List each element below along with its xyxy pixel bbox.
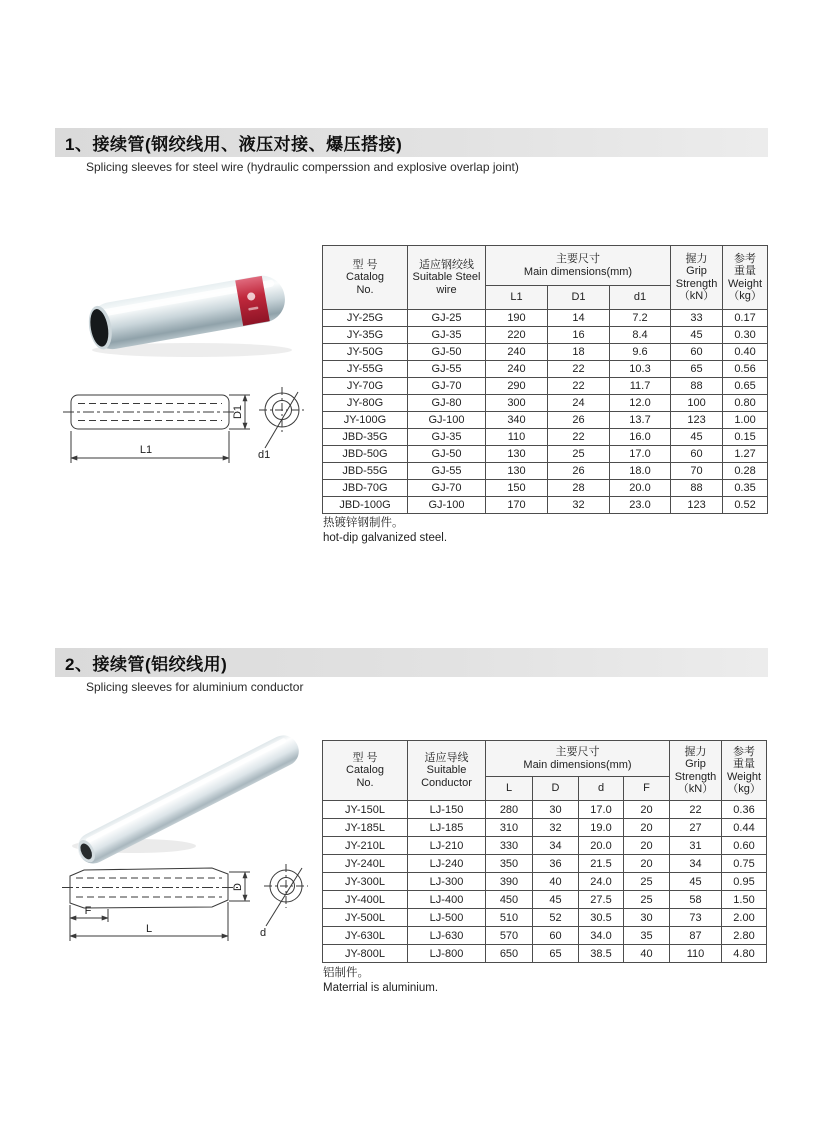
table-row — [323, 446, 768, 463]
section2-title: 2、接续管(铝绞线用) — [65, 655, 228, 674]
table-cell: 0.80 — [723, 395, 768, 412]
dimension-diagram-aluminium — [60, 856, 322, 952]
section1-title: 1、接续管(钢绞线用、液压对接、爆压搭接) — [65, 135, 403, 154]
section1-subtitle: Splicing sleeves for steel wire (hydraulic comperssion and explosive overlap joint) — [86, 160, 519, 174]
table-cell: GJ-80 — [408, 395, 486, 412]
table-cell: JY-35G — [323, 327, 408, 344]
table-row — [323, 463, 768, 480]
table-row — [323, 429, 768, 446]
table-cell: 24.0 — [579, 873, 624, 891]
table-cell: 570 — [486, 927, 533, 945]
table-cell: LJ-400 — [408, 891, 486, 909]
table-cell: 0.60 — [722, 837, 767, 855]
table-cell: 26 — [548, 463, 610, 480]
table-row — [323, 873, 767, 891]
table-cell: 170 — [486, 497, 548, 514]
table-row — [323, 801, 767, 819]
table-cell: 36 — [533, 855, 579, 873]
table-cell: 25 — [624, 873, 670, 891]
table-row — [323, 412, 768, 429]
table-cell: 32 — [548, 497, 610, 514]
table-cell: 0.65 — [723, 378, 768, 395]
table-cell: 88 — [671, 480, 723, 497]
table-cell: JY-150L — [323, 801, 408, 819]
table-cell: 390 — [486, 873, 533, 891]
table-cell: 0.56 — [723, 361, 768, 378]
table-cell: 87 — [670, 927, 722, 945]
table-cell: 88 — [671, 378, 723, 395]
tube-highlight — [85, 737, 287, 843]
table-cell: 0.28 — [723, 463, 768, 480]
table-cell: 45 — [670, 873, 722, 891]
table-cell: 0.35 — [723, 480, 768, 497]
col-header-d: d — [579, 777, 624, 801]
table-cell: 28 — [548, 480, 610, 497]
col-header-catalog: 型 号 Catalog No. — [323, 246, 408, 310]
table-cell: 0.30 — [723, 327, 768, 344]
table-cell: 11.7 — [610, 378, 671, 395]
product-photo-aluminium-sleeve — [62, 738, 314, 860]
table-cell: JBD-55G — [323, 463, 408, 480]
table-cell: 45 — [671, 429, 723, 446]
table-cell: 300 — [486, 395, 548, 412]
table-row — [323, 837, 767, 855]
table-cell: GJ-100 — [408, 412, 486, 429]
table-cell: 20 — [624, 819, 670, 837]
table-cell: LJ-630 — [408, 927, 486, 945]
table-cell: JBD-50G — [323, 446, 408, 463]
col-header-L: L — [486, 777, 533, 801]
table-cell: 100 — [671, 395, 723, 412]
table-cell: 20.0 — [579, 837, 624, 855]
table-cell: GJ-25 — [408, 310, 486, 327]
table-cell: 35 — [624, 927, 670, 945]
dim-label-F: F — [84, 905, 92, 917]
table-cell: GJ-70 — [408, 480, 486, 497]
col-header-grip: 握力 Grip Strength （kN） — [671, 246, 723, 310]
section2-subtitle: Splicing sleeves for aluminium conductor — [86, 680, 304, 694]
col-header-D: D — [533, 777, 579, 801]
table-cell: 10.3 — [610, 361, 671, 378]
table-cell: 70 — [671, 463, 723, 480]
steel-sleeve-table — [322, 245, 768, 514]
note-en: hot-dip galvanized steel. — [323, 532, 448, 544]
table-cell: JY-55G — [323, 361, 408, 378]
table-cell: GJ-55 — [408, 463, 486, 480]
dim-label-L: L — [145, 923, 153, 935]
table-cell: 12.0 — [610, 395, 671, 412]
table-cell: 32 — [533, 819, 579, 837]
table-row — [323, 361, 768, 378]
col-header-dimensions: 主要尺寸 Main dimensions(mm) — [486, 741, 670, 777]
table-cell: 350 — [486, 855, 533, 873]
table-cell: 58 — [670, 891, 722, 909]
section1-note — [323, 516, 447, 546]
table-cell: 190 — [486, 310, 548, 327]
dimension-diagram-steel — [62, 382, 318, 474]
section1-title-bar — [55, 128, 768, 157]
table-cell: 33 — [671, 310, 723, 327]
table-cell: JY-300L — [323, 873, 408, 891]
table-cell: GJ-70 — [408, 378, 486, 395]
table-cell: 0.17 — [723, 310, 768, 327]
table-cell: LJ-500 — [408, 909, 486, 927]
table-cell: 27 — [670, 819, 722, 837]
dim-label-d: d — [260, 927, 267, 939]
table-cell: 18 — [548, 344, 610, 361]
table-cell: 650 — [486, 945, 533, 963]
table-cell: JY-400L — [323, 891, 408, 909]
col-header-d1: d1 — [610, 286, 671, 310]
table-cell: 110 — [486, 429, 548, 446]
table-cell: 2.80 — [722, 927, 767, 945]
table-cell: 450 — [486, 891, 533, 909]
table-cell: 123 — [671, 412, 723, 429]
dim-label-D: D — [232, 883, 244, 891]
table-cell: 17.0 — [610, 446, 671, 463]
table-cell: 18.0 — [610, 463, 671, 480]
table-cell: 45 — [671, 327, 723, 344]
table-cell: 0.95 — [722, 873, 767, 891]
table-cell: JY-630L — [323, 927, 408, 945]
table-cell: 73 — [670, 909, 722, 927]
table-cell: 130 — [486, 446, 548, 463]
table-cell: 310 — [486, 819, 533, 837]
table-cell: 26 — [548, 412, 610, 429]
table-cell: 27.5 — [579, 891, 624, 909]
table-cell: 2.00 — [722, 909, 767, 927]
table-cell: JY-80G — [323, 395, 408, 412]
table-cell: LJ-240 — [408, 855, 486, 873]
table-cell: 14 — [548, 310, 610, 327]
table-cell: LJ-210 — [408, 837, 486, 855]
table-cell: 150 — [486, 480, 548, 497]
table-cell: 110 — [670, 945, 722, 963]
table-cell: GJ-100 — [408, 497, 486, 514]
table-cell: 510 — [486, 909, 533, 927]
table-cell: 0.36 — [722, 801, 767, 819]
table-cell: 20 — [624, 855, 670, 873]
table-cell: 1.27 — [723, 446, 768, 463]
dim-label-L1: L1 — [139, 444, 153, 456]
table-cell: 0.44 — [722, 819, 767, 837]
table-cell: 30 — [624, 909, 670, 927]
table-cell: JY-70G — [323, 378, 408, 395]
table-cell: JY-210L — [323, 837, 408, 855]
table-cell: 22 — [548, 378, 610, 395]
col-header-weight: 参考 重量 Weight （kg） — [723, 246, 768, 310]
table-cell: 52 — [533, 909, 579, 927]
table-cell: 130 — [486, 463, 548, 480]
table-cell: 25 — [624, 891, 670, 909]
table-row — [323, 310, 768, 327]
table-row — [323, 480, 768, 497]
table-row — [323, 909, 767, 927]
table-cell: 22 — [548, 429, 610, 446]
table-cell: JY-25G — [323, 310, 408, 327]
table-cell: 220 — [486, 327, 548, 344]
table-cell: 0.75 — [722, 855, 767, 873]
col-header-F: F — [624, 777, 670, 801]
table-cell: 240 — [486, 361, 548, 378]
section2-note — [323, 966, 438, 996]
table-cell: 8.4 — [610, 327, 671, 344]
table-cell: LJ-185 — [408, 819, 486, 837]
table-cell: 22 — [670, 801, 722, 819]
table-cell: 31 — [670, 837, 722, 855]
col-header-suitable: 适应导线 Suitable Conductor — [408, 741, 486, 801]
table-cell: JY-50G — [323, 344, 408, 361]
table-cell: JY-240L — [323, 855, 408, 873]
table-row — [323, 344, 768, 361]
col-header-suitable: 适应钢绞线 Suitable Steel wire — [408, 246, 486, 310]
table-cell: 340 — [486, 412, 548, 429]
table-cell: 1.50 — [722, 891, 767, 909]
table-cell: 60 — [671, 344, 723, 361]
table-row — [323, 378, 768, 395]
table-cell: 38.5 — [579, 945, 624, 963]
table-cell: 60 — [533, 927, 579, 945]
table-row — [323, 327, 768, 344]
col-header-dimensions: 主要尺寸 Main dimensions(mm) — [486, 246, 671, 286]
table-cell: 45 — [533, 891, 579, 909]
table-cell: 20 — [624, 837, 670, 855]
dim-label-d1: d1 — [258, 449, 271, 461]
table-cell: JBD-100G — [323, 497, 408, 514]
table-cell: GJ-50 — [408, 344, 486, 361]
table-row — [323, 395, 768, 412]
product-photo-steel-sleeve — [72, 252, 317, 372]
table-cell: 34 — [670, 855, 722, 873]
table-row — [323, 497, 768, 514]
table-cell: 40 — [533, 873, 579, 891]
aluminium-sleeve-table — [322, 740, 767, 963]
table-cell: JBD-35G — [323, 429, 408, 446]
table-cell: 290 — [486, 378, 548, 395]
table-cell: GJ-50 — [408, 446, 486, 463]
table-cell: 0.15 — [723, 429, 768, 446]
table-cell: 65 — [671, 361, 723, 378]
table-cell: LJ-800 — [408, 945, 486, 963]
table-cell: GJ-35 — [408, 327, 486, 344]
table-row — [323, 891, 767, 909]
table-row — [323, 855, 767, 873]
table-cell: 65 — [533, 945, 579, 963]
table-cell: 330 — [486, 837, 533, 855]
col-header-catalog: 型 号 Catalog No. — [323, 741, 408, 801]
table-cell: JBD-70G — [323, 480, 408, 497]
table-cell: 9.6 — [610, 344, 671, 361]
table-cell: 23.0 — [610, 497, 671, 514]
table-row — [323, 945, 767, 963]
table-cell: 13.7 — [610, 412, 671, 429]
table-cell: GJ-55 — [408, 361, 486, 378]
table-cell: 20 — [624, 801, 670, 819]
table-cell: GJ-35 — [408, 429, 486, 446]
table-cell: 21.5 — [579, 855, 624, 873]
table-cell: 280 — [486, 801, 533, 819]
table-cell: JY-500L — [323, 909, 408, 927]
table-cell: 19.0 — [579, 819, 624, 837]
note-en: Materrial is aluminium. — [323, 982, 439, 994]
table-cell: 7.2 — [610, 310, 671, 327]
table-cell: 20.0 — [610, 480, 671, 497]
col-header-L1: L1 — [486, 286, 548, 310]
table-cell: 123 — [671, 497, 723, 514]
table-cell: 1.00 — [723, 412, 768, 429]
table-cell: 40 — [624, 945, 670, 963]
table-cell: 16 — [548, 327, 610, 344]
table-cell: 34.0 — [579, 927, 624, 945]
table-cell: 34 — [533, 837, 579, 855]
table-cell: 4.80 — [722, 945, 767, 963]
table-row — [323, 819, 767, 837]
dim-label-D1: D1 — [232, 404, 244, 420]
table-cell: 0.40 — [723, 344, 768, 361]
col-header-weight: 参考 重量 Weight （kg） — [722, 741, 767, 801]
col-header-D1: D1 — [548, 286, 610, 310]
table-cell: LJ-150 — [408, 801, 486, 819]
table-cell: 22 — [548, 361, 610, 378]
table-cell: 30.5 — [579, 909, 624, 927]
table-cell: LJ-300 — [408, 873, 486, 891]
table-cell: JY-185L — [323, 819, 408, 837]
section2-title-bar — [55, 648, 768, 677]
note-zh: 热镀锌钢制件。 — [323, 517, 404, 529]
table-cell: 17.0 — [579, 801, 624, 819]
table-cell: 240 — [486, 344, 548, 361]
table-row — [323, 927, 767, 945]
leader-line — [266, 868, 302, 926]
table-cell: JY-800L — [323, 945, 408, 963]
table-cell: 25 — [548, 446, 610, 463]
col-header-grip: 握力 Grip Strength （kN） — [670, 741, 722, 801]
table-cell: 60 — [671, 446, 723, 463]
table-cell: 24 — [548, 395, 610, 412]
table-cell: 30 — [533, 801, 579, 819]
table-cell: 0.52 — [723, 497, 768, 514]
table-cell: JY-100G — [323, 412, 408, 429]
note-zh: 铝制件。 — [323, 967, 369, 979]
table-cell: 16.0 — [610, 429, 671, 446]
